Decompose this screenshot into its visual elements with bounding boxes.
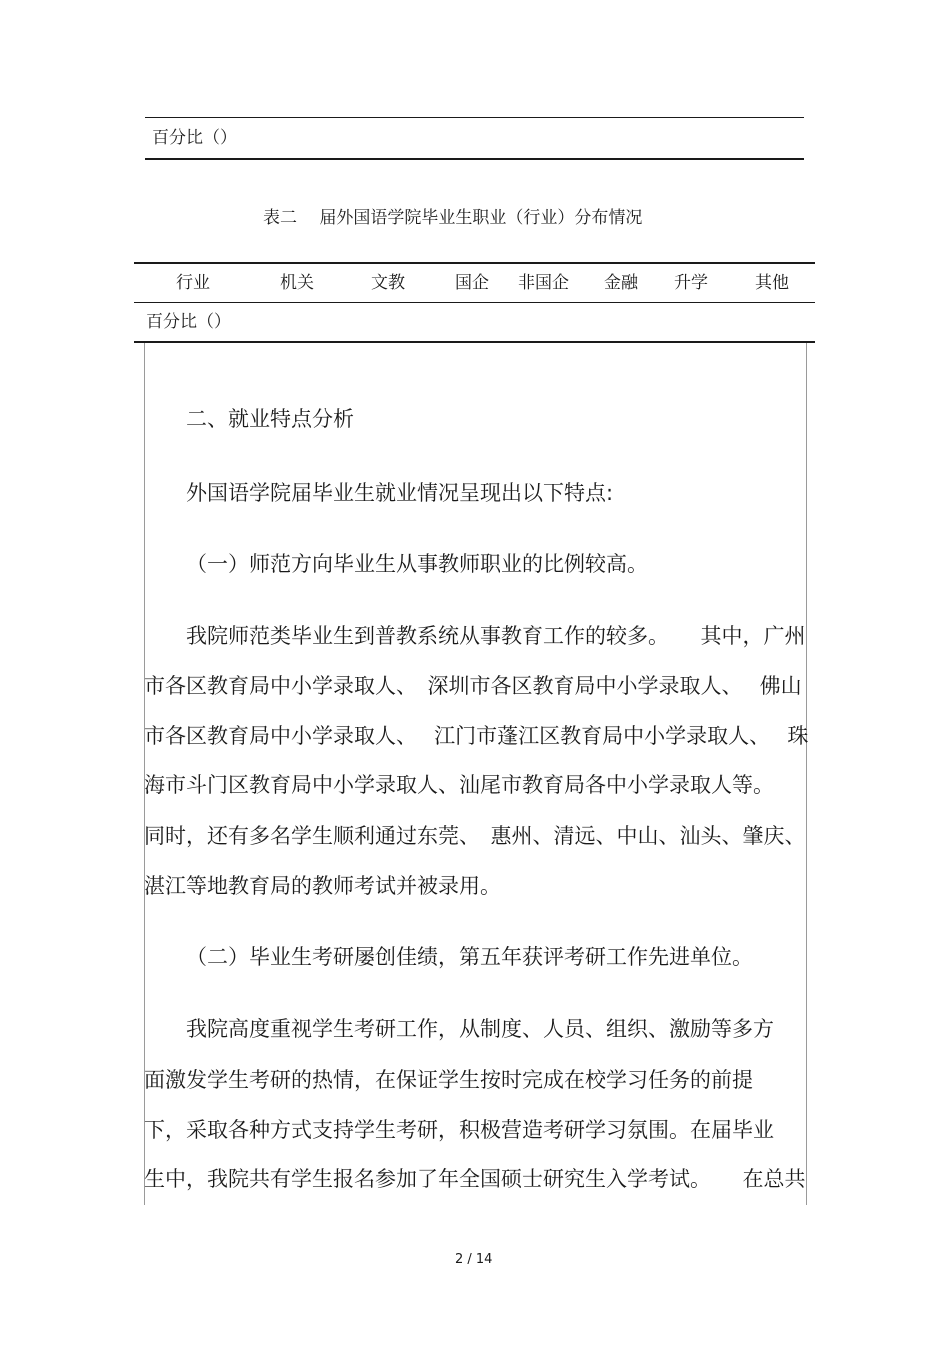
point1-line: 海市斗门区教育局中小学录取人、汕尾市教育局各中小学录取人等。 (144, 773, 774, 797)
table1-top-rule (145, 117, 804, 118)
table1-bottom-rule (145, 158, 804, 160)
table2-row-label: 百分比（） (146, 312, 231, 332)
table2-header-non-soe: 非国企 (518, 273, 569, 293)
table2-top-rule (134, 262, 815, 264)
table2-header-rule (134, 302, 815, 303)
table2-header-finance: 金融 (604, 273, 638, 293)
table1-row-label: 百分比（） (152, 128, 237, 148)
table2-header-further-study: 升学 (674, 273, 708, 293)
table2-caption: 表二 届外国语学院毕业生职业（行业）分布情况 (263, 208, 643, 228)
point2-line: 生中，我院共有学生报名参加了年全国硕士研究生入学考试。 在总共 (144, 1167, 806, 1191)
point1-line: 市各区教育局中小学录取人、 江门市蓬江区教育局中小学录取人、 珠 (144, 724, 809, 748)
section-intro: 外国语学院届毕业生就业情况呈现出以下特点: (186, 481, 614, 505)
point2-line: 面激发学生考研的热情，在保证学生按时完成在校学习任务的前提 (144, 1068, 753, 1092)
page-number: 2 / 14 (455, 1252, 493, 1267)
table2-header-other: 其他 (755, 273, 789, 293)
table2-header-industry: 行业 (176, 273, 210, 293)
point2-line: 我院高度重视学生考研工作，从制度、人员、组织、激励等多方 (186, 1017, 774, 1041)
table2-bottom-rule (134, 341, 815, 343)
point1-line: 湛江等地教育局的教师考试并被录用。 (144, 874, 501, 898)
point1-line: 市各区教育局中小学录取人、 深圳市各区教育局中小学录取人、 佛山 (144, 674, 802, 698)
point2-title: （二）毕业生考研屡创佳绩，第五年获评考研工作先进单位。 (186, 945, 753, 969)
point1-line: 我院师范类毕业生到普教系统从事教育工作的较多。 其中，广州 (186, 624, 806, 648)
table2-header-soe: 国企 (455, 273, 489, 293)
table2-header-government: 机关 (280, 273, 314, 293)
point1-title: （一）师范方向毕业生从事教师职业的比例较高。 (186, 552, 648, 576)
point1-line: 同时，还有多名学生顺利通过东莞、 惠州、清远、中山、汕头、肇庆、 (144, 824, 806, 848)
table2-header-education: 文教 (371, 273, 405, 293)
section-heading: 二、就业特点分析 (186, 407, 354, 431)
text-frame-right-border (806, 343, 807, 1205)
point2-line: 下，采取各种方式支持学生考研，积极营造考研学习氛围。在届毕业 (144, 1118, 774, 1142)
